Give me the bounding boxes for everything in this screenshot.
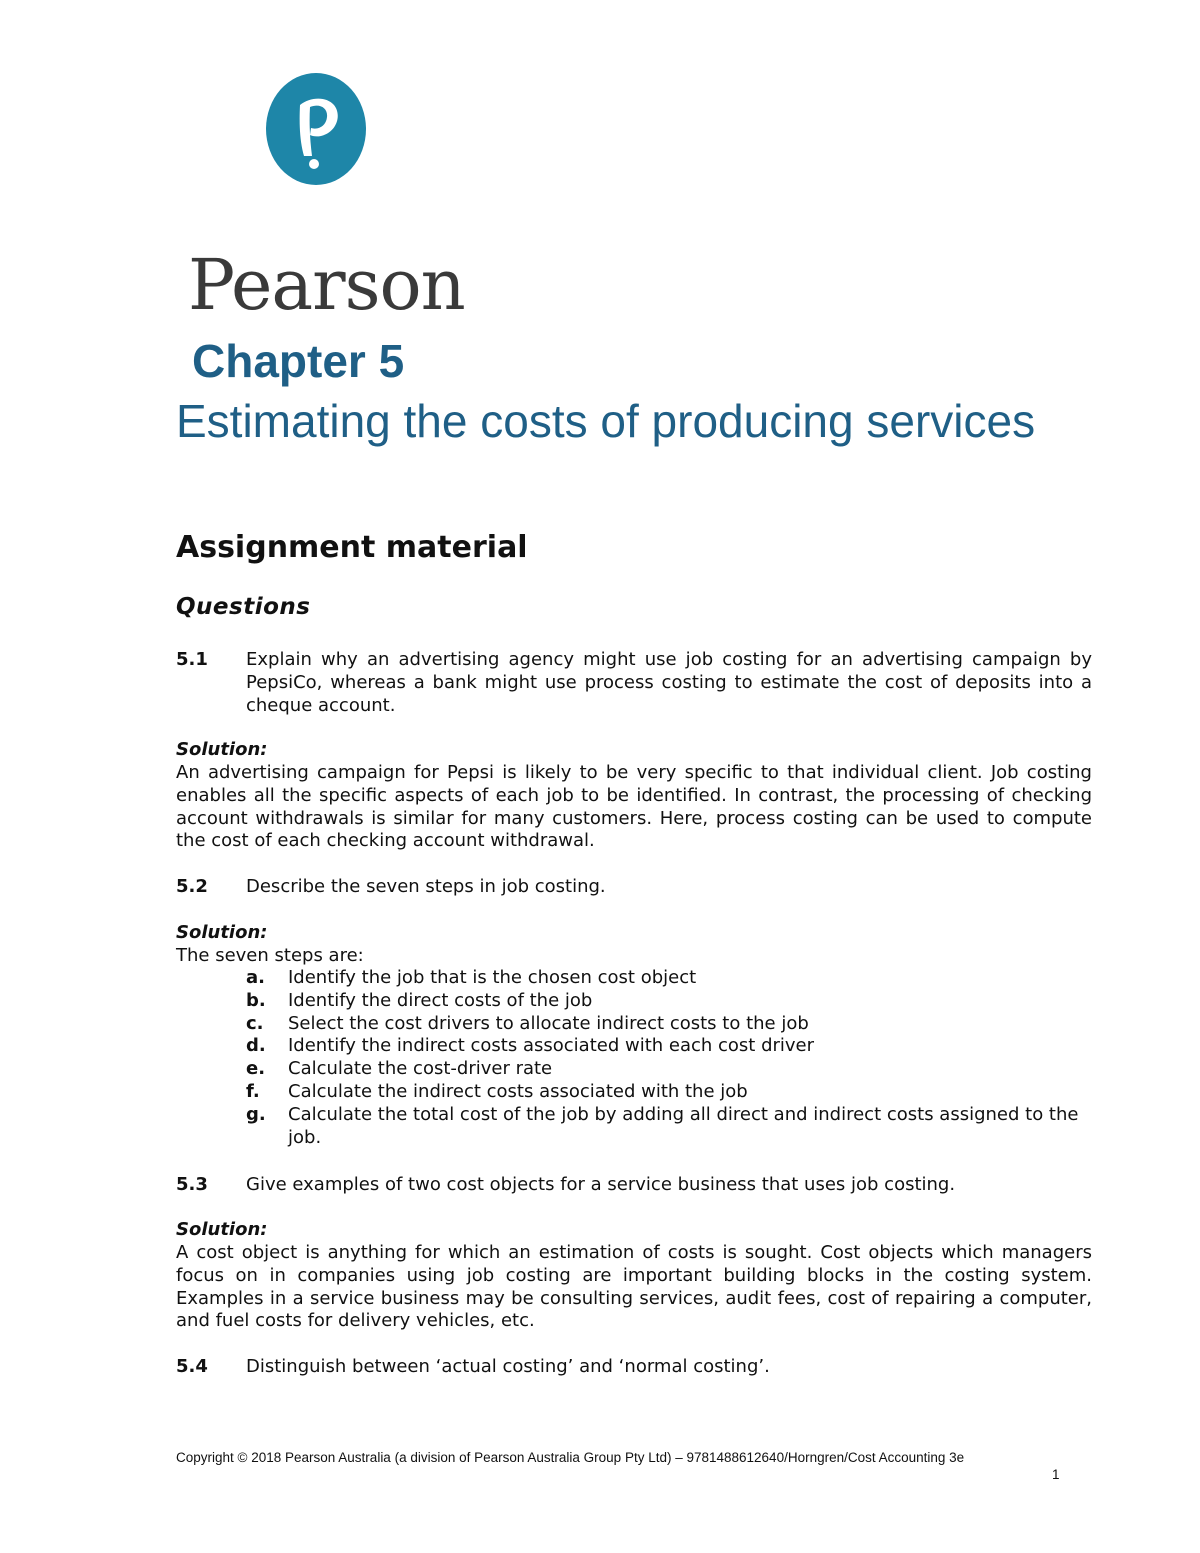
list-text: Identify the job that is the chosen cost object: [288, 967, 697, 988]
question-number: 5.2: [176, 876, 208, 897]
list-item: [246, 1058, 1092, 1081]
list-text: Calculate the indirect costs associated with the job: [288, 1080, 748, 1102]
list-letter: g.: [246, 1103, 266, 1125]
question-text: Distinguish between ‘actual costing’ and ‘normal costing’.: [246, 1356, 770, 1377]
list-item: [246, 1035, 1092, 1058]
list-letter: b.: [246, 989, 266, 1011]
question-5-2: [176, 876, 1092, 900]
pearson-wordmark: Pearson: [188, 244, 465, 326]
list-text: Calculate the total cost of the job by adding all direct and indirect costs assigned to the job.: [288, 1103, 1079, 1148]
pearson-logo-icon: [264, 72, 368, 186]
footer-copyright: Copyright © 2018 Pearson Australia (a division of Pearson Australia Group Pty Ltd) – 9781488612640/Horngren/Cost Accounting 3e: [176, 1450, 965, 1465]
page-number: 1: [1052, 1467, 1060, 1482]
list-item: [246, 967, 1092, 990]
solution-label: Solution:: [176, 739, 268, 760]
list-letter: d.: [246, 1035, 266, 1057]
list-letter: a.: [246, 967, 265, 988]
list-item: [246, 990, 1092, 1013]
list-item: [246, 1104, 1092, 1150]
section-title: Assignment material: [176, 530, 528, 565]
solution-label: Solution:: [176, 1219, 268, 1240]
steps-list: [246, 967, 1092, 1149]
chapter-label: Chapter 5: [192, 335, 405, 387]
question-number: 5.1: [176, 649, 208, 670]
question-number: 5.3: [176, 1174, 208, 1195]
question-text: Describe the seven steps in job costing.: [246, 876, 606, 897]
questions-heading: Questions: [176, 594, 311, 620]
question-text: Give examples of two cost objects for a service business that uses job costing.: [246, 1174, 956, 1195]
chapter-title: Estimating the costs of producing services: [176, 395, 1036, 447]
list-letter: e.: [246, 1058, 266, 1080]
solution-text: An advertising campaign for Pepsi is likely to be very specific to that individual client. Job costing enables all the specific aspects of each job to be identified. In contrast, the processing of checking account withdrawals is similar for many customers. Here, process costing can be used to compute the cost of each checking account withdrawal.: [176, 762, 1092, 852]
list-item: [246, 1081, 1092, 1104]
list-letter: f.: [246, 1080, 260, 1102]
question-text: Explain why an advertising agency might use job costing for an advertising campaign by PepsiCo, whereas a bank might use process costing to estimate the cost of deposits into a cheque account.: [246, 649, 1092, 716]
pearson-logo: [186, 70, 465, 326]
question-5-4: [176, 1356, 1092, 1380]
question-5-1: [176, 649, 1092, 719]
list-text: Select the cost drivers to allocate indirect costs to the job: [288, 1012, 809, 1034]
solution-text: A cost object is anything for which an estimation of costs is sought. Cost objects which managers focus on in companies using job costing are important building blocks in the costing system. Examples in a service business may be consulting services, audit fees, cost of repairing a computer, and fuel costs for delivery vehicles, etc.: [176, 1242, 1092, 1332]
solution-label: Solution:: [176, 922, 268, 943]
list-letter: c.: [246, 1012, 264, 1034]
question-number: 5.4: [176, 1356, 208, 1377]
list-item: [246, 1013, 1092, 1036]
question-5-3: [176, 1174, 1092, 1198]
list-text: Identify the indirect costs associated with each cost driver: [288, 1035, 815, 1057]
list-text: Identify the direct costs of the job: [288, 989, 593, 1011]
solution-intro: The seven steps are:: [176, 945, 364, 966]
list-text: Calculate the cost-driver rate: [288, 1058, 553, 1080]
